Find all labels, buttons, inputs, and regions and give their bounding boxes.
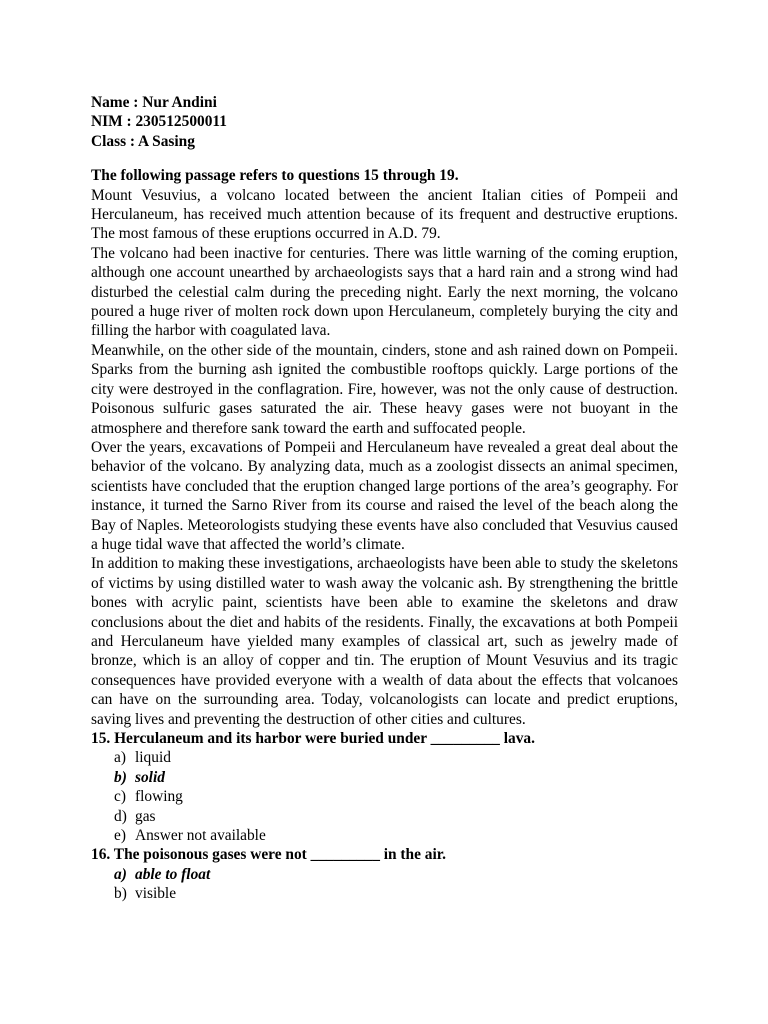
option-c: c) flowing [114, 788, 183, 806]
passage-paragraph: Over the years, excavations of Pompeii and Herculaneum have revealed a great deal about the behavior of the volcano. By analyzing data, much as a zoologist dissects an animal specimen, scientists have concluded that the eruption changed large portions of the area’s geography. For instance, it turned the Sarno River from its course and raised the level of the beach along the Bay of Naples. Meteorologists studying these events have also concluded that Vesuvius caused a huge tidal wave that affected the world’s climate. [91, 438, 678, 553]
question-15-options [91, 748, 678, 845]
question-16-options [91, 865, 678, 904]
option-e: e) Answer not available [114, 827, 266, 845]
option-d: d) gas [114, 807, 156, 825]
question-16: 16. The poisonous gases were not _________ in the air. [91, 846, 447, 864]
passage-paragraph: The volcano had been inactive for centuries. There was little warning of the coming eruption, although one account unearthed by archaeologists says that a hard rain and a strong wind had disturbed the celestial calm during the preceding night. Early the next morning, the volcano poured a huge river of molten rock down upon Herculaneum, completely burying the city and filling the harbor with coagulated lava. [91, 244, 678, 340]
student-info [91, 93, 678, 151]
option-b: b) visible [114, 885, 177, 903]
passage-paragraph: Mount Vesuvius, a volcano located between the ancient Italian cities of Pompeii and Herculaneum, has received much attention because of its frequent and destructive eruptions. The most famous of these eruptions occurred in A.D. 79. [91, 186, 678, 243]
student-name: Name : Nur Andini [91, 94, 217, 111]
document-content [91, 93, 678, 904]
option-b-selected-answer: b) solid [114, 768, 165, 786]
passage-paragraph: In addition to making these investigations, archaeologists have been able to study the skeletons of victims by using distilled water to wash away the volcanic ash. By strengthening the brittle bones with acrylic paint, scientists have been able to examine the skeletons and draw conclusions about the diet and habits of the residents. Finally, the excavations at both Pompeii and Herculaneum have yielded many examples of classical art, such as jewelry made of bronze, which is an alloy of copper and tin. The eruption of Mount Vesuvius and its tragic consequences have provided everyone with a wealth of data about the effects that volcanoes can have on the surrounding area. Today, volcanologists can locate and predict eruptions, saving lives and preventing the destruction of other cities and cultures. [91, 555, 678, 728]
passage-heading: The following passage refers to questions 15 through 19. [91, 167, 459, 185]
option-a: a) liquid [114, 749, 171, 767]
option-a-selected-answer: a) able to float [114, 865, 211, 883]
student-class: Class : A Sasing [91, 132, 195, 150]
passage-paragraph: Meanwhile, on the other side of the mountain, cinders, stone and ash rained down on Pompeii. Sparks from the burning ash ignited the combustible rooftops quickly. Large portions of the city were destroyed in the conflagration. Fire, however, was not the only cause of destruction. Poisonous sulfuric gases saturated the air. These heavy gases were not buoyant in the atmosphere and therefore sank toward the earth and suffocated people. [91, 341, 678, 437]
question-15: 15. Herculaneum and its harbor were buried under _________ lava. [91, 730, 535, 747]
student-nim: NIM : 230512500011 [91, 113, 227, 131]
